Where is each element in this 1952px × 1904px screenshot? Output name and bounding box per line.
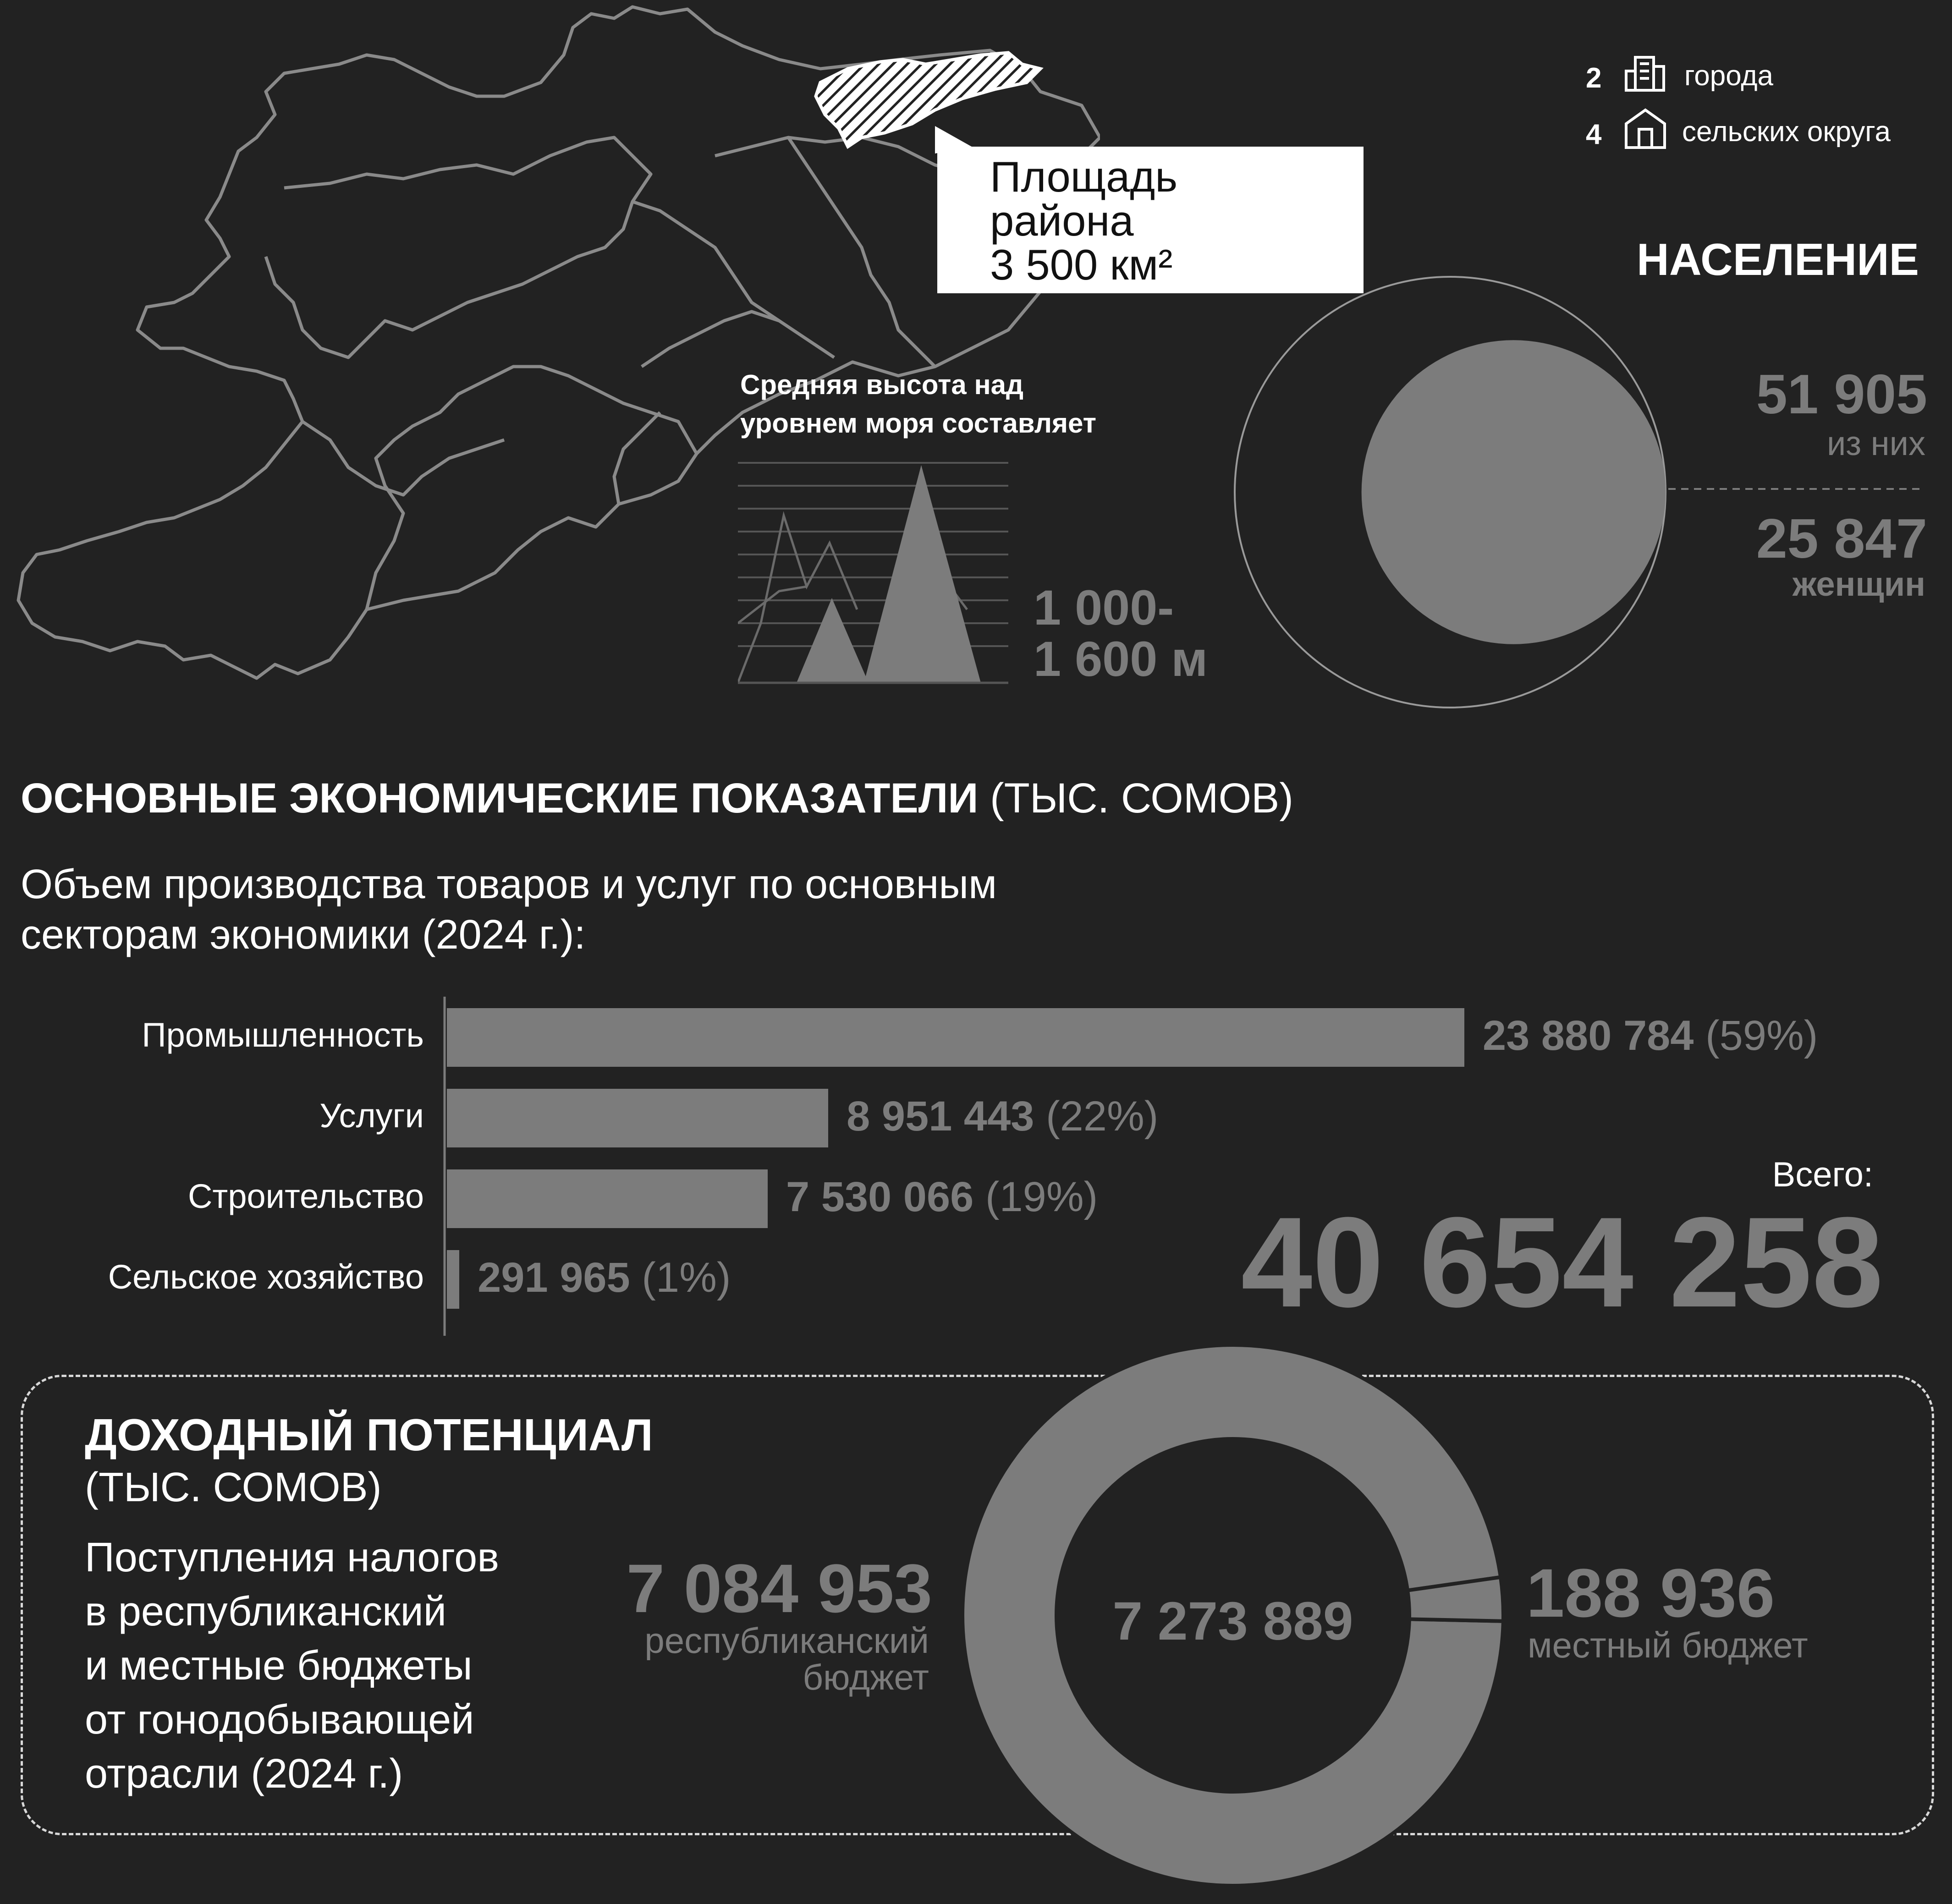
bar-label: Строительство — [187, 1177, 424, 1215]
revenue-units: (ТЫС. СОМОВ) — [85, 1465, 382, 1510]
district-border — [788, 137, 935, 367]
bar-value-label — [786, 1173, 1098, 1221]
district-border — [614, 412, 660, 504]
economy-title: ОСНОВНЫЕ ЭКОНОМИЧЕСКИЕ ПОКАЗАТЕЛИ (ТЫС. СОМОВ) — [21, 775, 1294, 822]
bar-value-label — [1483, 1012, 1818, 1060]
bar-percent: (59%) — [1694, 1012, 1818, 1059]
altitude-caption: Средняя высота над уровнем моря составляет — [740, 369, 1096, 439]
bar — [447, 1089, 828, 1147]
bar-label: Промышленность — [142, 1016, 424, 1054]
bar-value: 23 880 784 — [1483, 1012, 1694, 1059]
bar-percent: (22%) — [1034, 1093, 1159, 1140]
economy-total-value: 40 654 258 — [1241, 1191, 1883, 1334]
altitude-value: 1 000- 1 600 м — [1034, 580, 1208, 686]
district-border — [632, 202, 834, 357]
area-callout-value: 3 500 км² — [990, 241, 1173, 289]
revenue-description: Поступления налогов в республиканский и местные бюджеты от гонодобывающей отрасли (2024 г.) — [85, 1535, 500, 1797]
bar-percent: (19%) — [973, 1174, 1098, 1220]
small-mountain — [797, 598, 869, 683]
bar-percent: (1%) — [630, 1254, 731, 1301]
bar-value-label — [478, 1254, 731, 1302]
bar-value-label — [847, 1092, 1158, 1141]
population-of-which: из них — [1826, 424, 1925, 462]
population-women: 25 847 — [1756, 507, 1927, 570]
local-value: 188 936 — [1526, 1554, 1775, 1631]
bar-label: Сельское хозяйство — [108, 1258, 424, 1296]
area-callout-title: Площадь района — [990, 153, 1178, 245]
rural-count: 4 — [1586, 119, 1602, 150]
bar — [447, 1169, 768, 1228]
mountain-graphic — [738, 458, 1013, 687]
district-border — [642, 312, 779, 367]
republic-label: республиканский бюджет — [644, 1620, 929, 1697]
cities-count: 2 — [1586, 62, 1602, 94]
bar — [447, 1008, 1464, 1067]
revenue-title: ДОХОДНЫЙ ПОТЕНЦИАЛ — [85, 1410, 653, 1460]
bar-value: 7 530 066 — [786, 1174, 974, 1220]
population-title: НАСЕЛЕНИЕ — [1637, 234, 1919, 285]
bar-label: Услуги — [319, 1097, 424, 1135]
large-mountain — [864, 465, 981, 683]
area-callout — [937, 147, 1364, 293]
bar-value: 291 965 — [478, 1254, 630, 1301]
house-icon — [1622, 105, 1668, 151]
economy-subtitle: Объем производства товаров и услуг по основным секторам экономики (2024 г.): — [21, 861, 997, 958]
economy-total-label: Всего: — [1772, 1155, 1873, 1194]
rural-label: сельских округа — [1682, 116, 1891, 148]
population-chart — [1233, 275, 1668, 710]
building-icon — [1622, 48, 1668, 94]
population-women-label: женщин — [1793, 565, 1925, 603]
population-total: 51 905 — [1756, 363, 1927, 425]
population-women-circle — [1362, 340, 1666, 644]
local-label: местный бюджет — [1528, 1625, 1808, 1665]
revenue-total: 7 273 889 — [1112, 1591, 1353, 1652]
bar-value: 8 951 443 — [847, 1093, 1034, 1140]
district-border — [367, 367, 697, 609]
cities-label: города — [1684, 60, 1773, 92]
district-border — [266, 137, 651, 357]
highlighted-district — [816, 53, 1040, 147]
population-divider — [1668, 487, 1925, 491]
republic-value: 7 084 953 — [626, 1550, 932, 1627]
bar — [447, 1250, 459, 1309]
